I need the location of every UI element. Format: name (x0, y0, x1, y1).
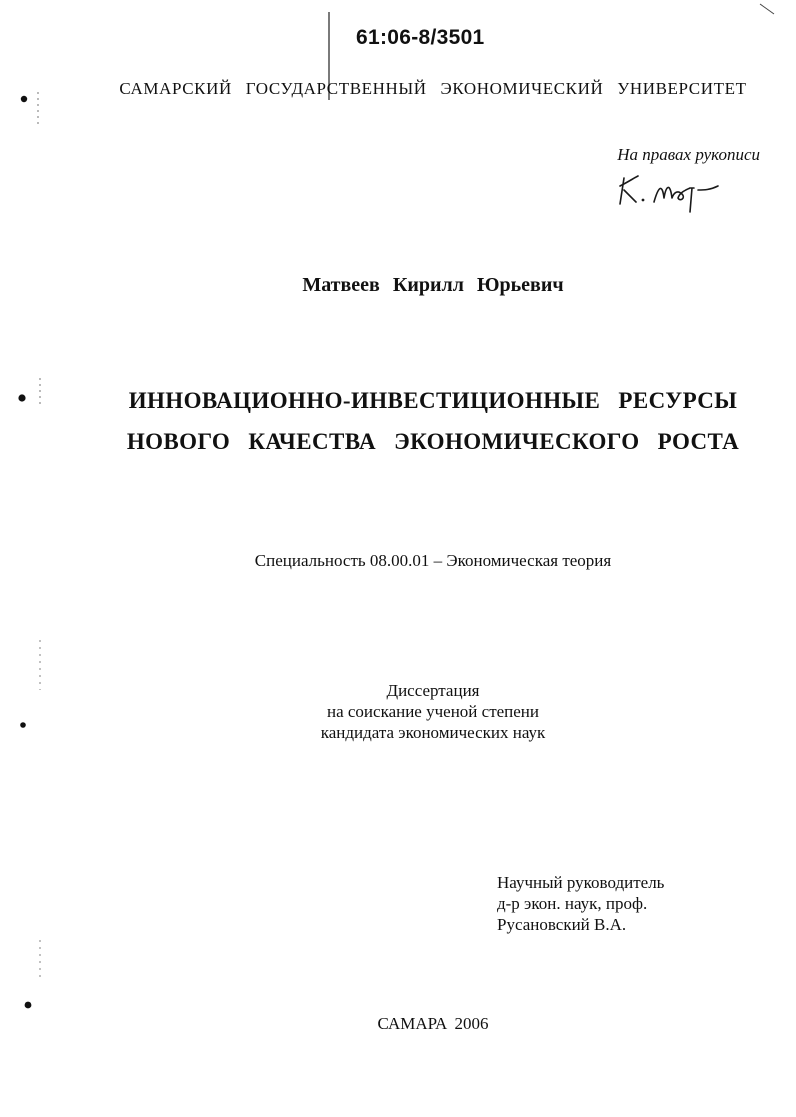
author-name: Матвеев Кирилл Юрьевич (302, 274, 564, 296)
handwritten-signature (614, 168, 744, 220)
degree-line-3: кандидата экономических наук (320, 723, 546, 742)
corner-fold-mark (760, 4, 774, 14)
degree-line-1: Диссертация (386, 681, 480, 700)
rights-note: На правах рукописи (617, 145, 760, 164)
supervisor-role: Научный руководитель (497, 873, 665, 892)
supervisor-name: Русановский В.А. (497, 915, 627, 934)
dissertation-title (0, 380, 796, 462)
university-name: САМАРСКИЙ ГОСУДАРСТВЕННЫЙ ЭКОНОМИЧЕСКИЙ УНИВЕРСИТЕТ (119, 79, 747, 98)
city-year: САМАРА 2006 (377, 1014, 489, 1033)
supervisor-degree: д-р экон. наук, проф. (497, 894, 648, 913)
degree-line-2: на соискание ученой степени (326, 702, 540, 721)
supervisor-block (497, 872, 664, 935)
title-line-1: ИННОВАЦИОННО-ИНВЕСТИЦИОННЫЕ РЕСУРСЫ (128, 388, 738, 413)
title-line-2: НОВОГО КАЧЕСТВА ЭКОНОМИЧЕСКОГО РОСТА (126, 429, 740, 454)
degree-statement (0, 680, 796, 743)
specialty: Специальность 08.00.01 – Экономическая теория (254, 551, 612, 570)
binding-hole-mark (25, 1002, 32, 1009)
catalog-number: 61:06-8/3501 (356, 26, 485, 49)
